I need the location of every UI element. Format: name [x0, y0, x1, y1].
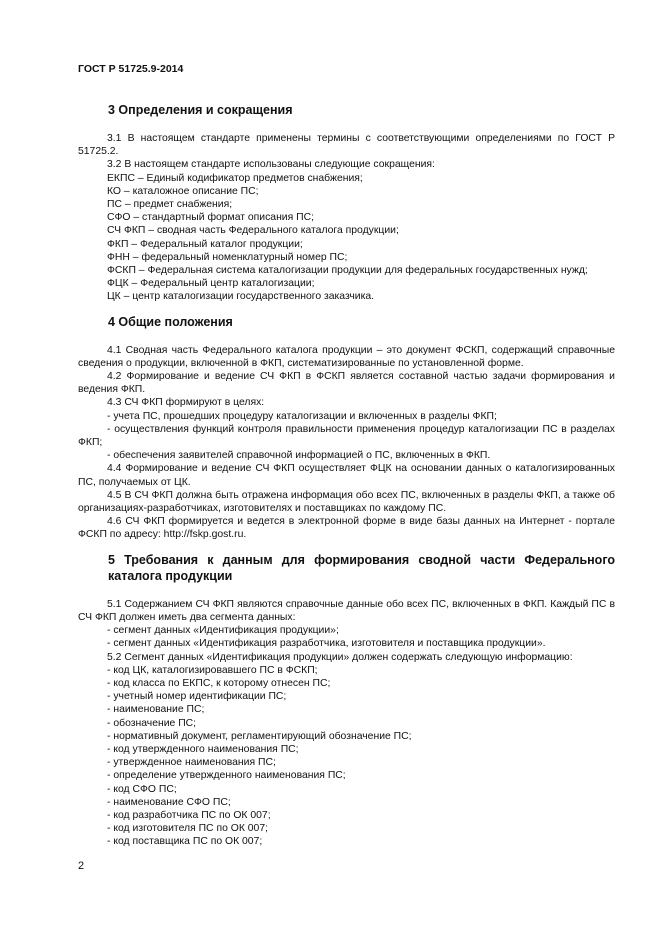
paragraph-4-1: 4.1 Сводная часть Федерального каталога продукции – это документ ФСКП, содержащий справочные сведения о продукции, включенной в ФКП, систематизированные по установленной форме. — [78, 344, 615, 369]
abbreviation-item: ПС – предмет снабжения; — [107, 199, 233, 211]
paragraph-4-4: 4.4 Формирование и ведение СЧ ФКП осуществляет ФЦК на основании данных о каталогизированных ПС, получаемых от ЦК. — [78, 463, 615, 488]
list-item: - код СФО ПС; — [107, 783, 177, 795]
abbreviation-item: СЧ ФКП – сводная часть Федерального каталога продукции; — [107, 225, 399, 237]
list-item: - код класса по ЕКПС, к которому отнесен ПС; — [107, 677, 331, 689]
paragraph-3-1: 3.1 В настоящем стандарте применены термины с соответствующими определениями по ГОСТ Р 51725.2. — [78, 133, 615, 158]
page-number: 2 — [78, 860, 85, 872]
list-item: - код разработчика ПС по ОК 007; — [107, 809, 271, 821]
list-item: - учета ПС, прошедших процедуру каталогизации и включенных в разделы ФКП; — [107, 410, 497, 422]
list-item: - код изготовителя ПС по ОК 007; — [107, 823, 268, 835]
abbreviation-item: ФЦК – Федеральный центр каталогизации; — [107, 278, 315, 290]
list-item: - сегмент данных «Идентификация продукции»; — [107, 625, 339, 637]
paragraph-5-2: 5.2 Сегмент данных «Идентификация продукции» должен содержать следующую информацию: — [107, 651, 573, 663]
paragraph-4-6: 4.6 СЧ ФКП формируется и ведется в электронной форме в виде базы данных на Интернет - портале ФСКП по адресу: http://fskp.gost.ru. — [78, 516, 615, 541]
list-item: - код поставщика ПС по ОК 007; — [107, 836, 263, 848]
list-item: - обозначение ПС; — [107, 717, 197, 729]
section-3-title: 3 Определения и сокращения — [108, 103, 293, 117]
paragraph-4-5: 4.5 В СЧ ФКП должна быть отражена информация обо всех ПС, включенных в разделы ФКП, а также об организациях-разработчиках, изготовителях и поставщиках по каждому ПС. — [78, 489, 615, 515]
abbreviation-item: СФО – стандартный формат описания ПС; — [107, 212, 314, 224]
section-5-title: 5 Требования к данным для формирования сводной части Федерального каталога продукции — [108, 552, 615, 583]
paragraph-4-2: 4.2 Формирование и ведение СЧ ФКП в ФСКП является составной частью задачи формирования и ведения ФКП. — [78, 371, 615, 396]
abbreviation-item: ЕКПС – Единый кодификатор предметов снабжения; — [107, 172, 363, 184]
paragraph-5-1: 5.1 Содержанием СЧ ФКП являются справочные данные обо всех ПС, включенных в ФКП. Каждый ПС в СЧ ФКП должен иметь два сегмента данных: — [78, 598, 615, 623]
abbreviation-item: ФНН – федеральный номенклатурный номер ПС; — [107, 251, 348, 263]
list-item: - наименование СФО ПС; — [107, 796, 231, 808]
list-item: - сегмент данных «Идентификация разработчика, изготовителя и поставщика продукции». — [107, 638, 546, 650]
abbreviation-item: ЦК – центр каталогизации государственного заказчика. — [107, 291, 375, 303]
document-body — [78, 102, 615, 849]
list-item: - код ЦК, каталогизировавшего ПС в ФСКП; — [107, 664, 318, 676]
list-item: - наименование ПС; — [107, 704, 205, 716]
abbreviation-item: КО – каталожное описание ПС; — [107, 185, 259, 197]
document-header-code: ГОСТ Р 51725.9-2014 — [78, 63, 184, 75]
list-item: - определение утвержденного наименования ПС; — [107, 770, 346, 782]
list-item: - осуществления функций контроля правильности применения процедур каталогизации ПС в разделах ФКП; — [78, 423, 615, 449]
abbreviation-item: ФСКП – Федеральная система каталогизации продукции для федеральных государственных нужд; — [107, 265, 588, 277]
section-4-title: 4 Общие положения — [108, 314, 233, 329]
list-item: - учетный номер идентификации ПС; — [107, 691, 287, 703]
list-item: - нормативный документ, регламентирующий обозначение ПС; — [107, 730, 412, 742]
list-item: - код утвержденного наименования ПС; — [107, 743, 299, 755]
list-item: - обеспечения заявителей справочной информацией о ПС, включенных в ФКП. — [107, 450, 491, 462]
paragraph-4-3: 4.3 СЧ ФКП формируют в целях: — [107, 397, 265, 409]
paragraph-3-2: 3.2 В настоящем стандарте использованы следующие сокращения: — [107, 159, 435, 171]
abbreviation-item: ФКП – Федеральный каталог продукции; — [107, 238, 303, 250]
list-item: - утвержденное наименования ПС; — [107, 757, 276, 769]
